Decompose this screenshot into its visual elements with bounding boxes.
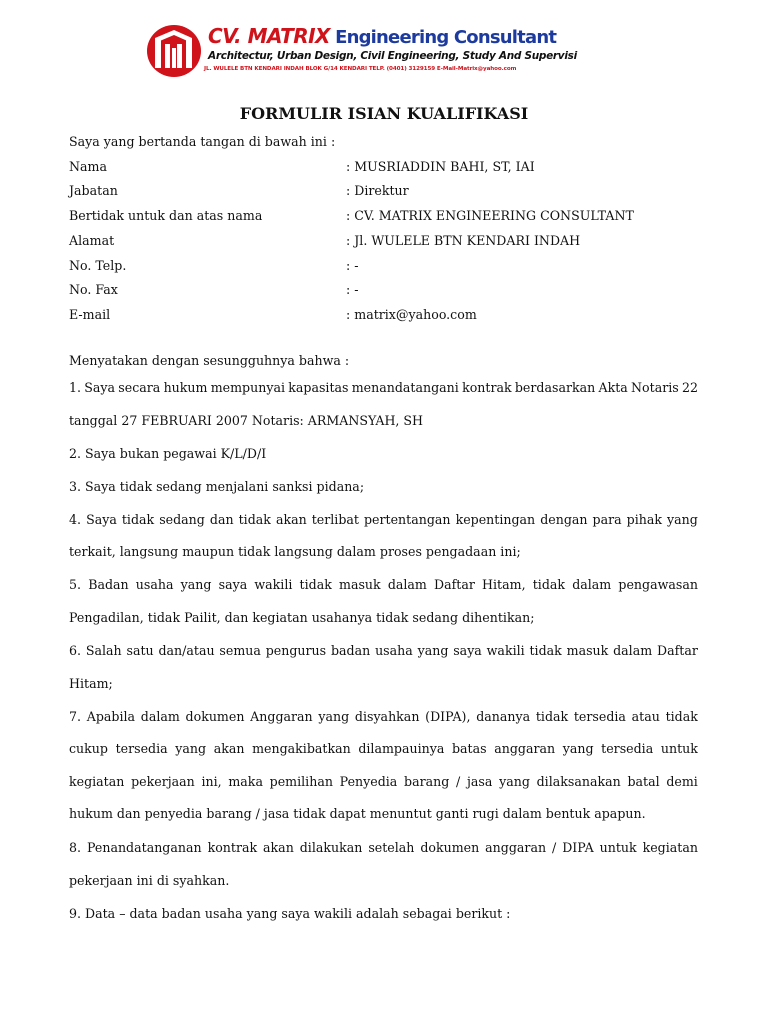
statement-line: hukum dan penyedia barang / jasa tidak dapat menuntut ganti rugi dalam bentuk apapun.: [69, 806, 646, 821]
intro-text: Saya yang bertanda tangan di bawah ini :: [69, 134, 336, 149]
statement-line: kegiatan pekerjaan ini, maka pemilihan Penyedia barang / jasa yang dilaksanakan batal demi: [69, 774, 698, 789]
field-value-fax: : -: [346, 282, 359, 297]
statement-line: 8. Penandatanganan kontrak akan dilakukan setelah dokumen anggaran / DIPA untuk kegiatan: [69, 840, 698, 855]
statement-line: tanggal 27 FEBRUARI 2007 Notaris: ARMANSYAH, SH: [69, 413, 424, 428]
statement-line: pekerjaan ini di syahkan.: [69, 873, 230, 888]
statement-line: Pengadilan, tidak Pailit, dan kegiatan usahanya tidak sedang dihentikan;: [69, 610, 535, 625]
statement-line: cukup tersedia yang akan mengakibatkan dilampauinya batas anggaran yang tersedia untuk: [69, 741, 698, 756]
field-label-telp: No. Telp.: [69, 258, 127, 273]
matrix-m-logo-icon: [146, 24, 202, 78]
company-services: Architectur, Urban Design, Civil Engineering, Study And Supervisi: [208, 50, 577, 62]
field-label-nama: Nama: [69, 159, 107, 174]
company-name: CV. MATRIX: [208, 24, 330, 48]
field-label-alamat: Alamat: [69, 233, 115, 248]
statement-line: 5. Badan usaha yang saya wakili tidak masuk dalam Daftar Hitam, tidak dalam pengawasan: [69, 577, 698, 592]
statement-line: 4. Saya tidak sedang dan tidak akan terlibat pertentangan kepentingan dengan para pihak yang: [69, 512, 698, 527]
document-title: FORMULIR ISIAN KUALIFIKASI: [239, 104, 529, 123]
letterhead: [146, 24, 577, 82]
statement-line: Hitam;: [69, 676, 113, 691]
statement-line: 3. Saya tidak sedang menjalani sanksi pidana;: [69, 479, 365, 494]
statement-intro: Menyatakan dengan sesungguhnya bahwa :: [69, 353, 350, 368]
field-value-telp: : -: [346, 258, 359, 273]
field-label-jabatan: Jabatan: [69, 183, 118, 198]
statement-line: 7. Apabila dalam dokumen Anggaran yang disyahkan (DIPA), dananya tidak tersedia atau tidak: [69, 709, 698, 724]
statement-line: 6. Salah satu dan/atau semua pengurus badan usaha yang saya wakili tidak masuk dalam Daftar: [69, 643, 698, 658]
field-value-email: : matrix@yahoo.com: [346, 307, 477, 322]
letterhead-title: [208, 26, 556, 47]
statement-line: 1. Saya secara hukum mempunyai kapasitas menandatangani kontrak berdasarkan Akta Notaris 22: [69, 380, 698, 395]
field-value-nama: : MUSRIADDIN BAHI, ST, IAI: [346, 159, 535, 174]
field-label-atas-nama: Bertidak untuk dan atas nama: [69, 208, 263, 223]
field-label-fax: No. Fax: [69, 282, 118, 297]
statement-line: 9. Data – data badan usaha yang saya wakili adalah sebagai berikut :: [69, 906, 511, 921]
field-value-alamat: : Jl. WULELE BTN KENDARI INDAH: [346, 233, 581, 248]
field-value-jabatan: : Direktur: [346, 183, 409, 198]
field-label-email: E-mail: [69, 307, 111, 322]
company-address: JL. WULELE BTN KENDARI INDAH BLOK G/14 KENDARI TELP. (0401) 3129159 E-Mail-Matrix@yahoo.com: [204, 66, 517, 72]
company-tagline: Engineering Consultant: [335, 27, 557, 48]
statement-line: 2. Saya bukan pegawai K/L/D/I: [69, 446, 267, 461]
field-value-atas-nama: : CV. MATRIX ENGINEERING CONSULTANT: [346, 208, 634, 223]
statement-line: terkait, langsung maupun tidak langsung dalam proses pengadaan ini;: [69, 544, 521, 559]
